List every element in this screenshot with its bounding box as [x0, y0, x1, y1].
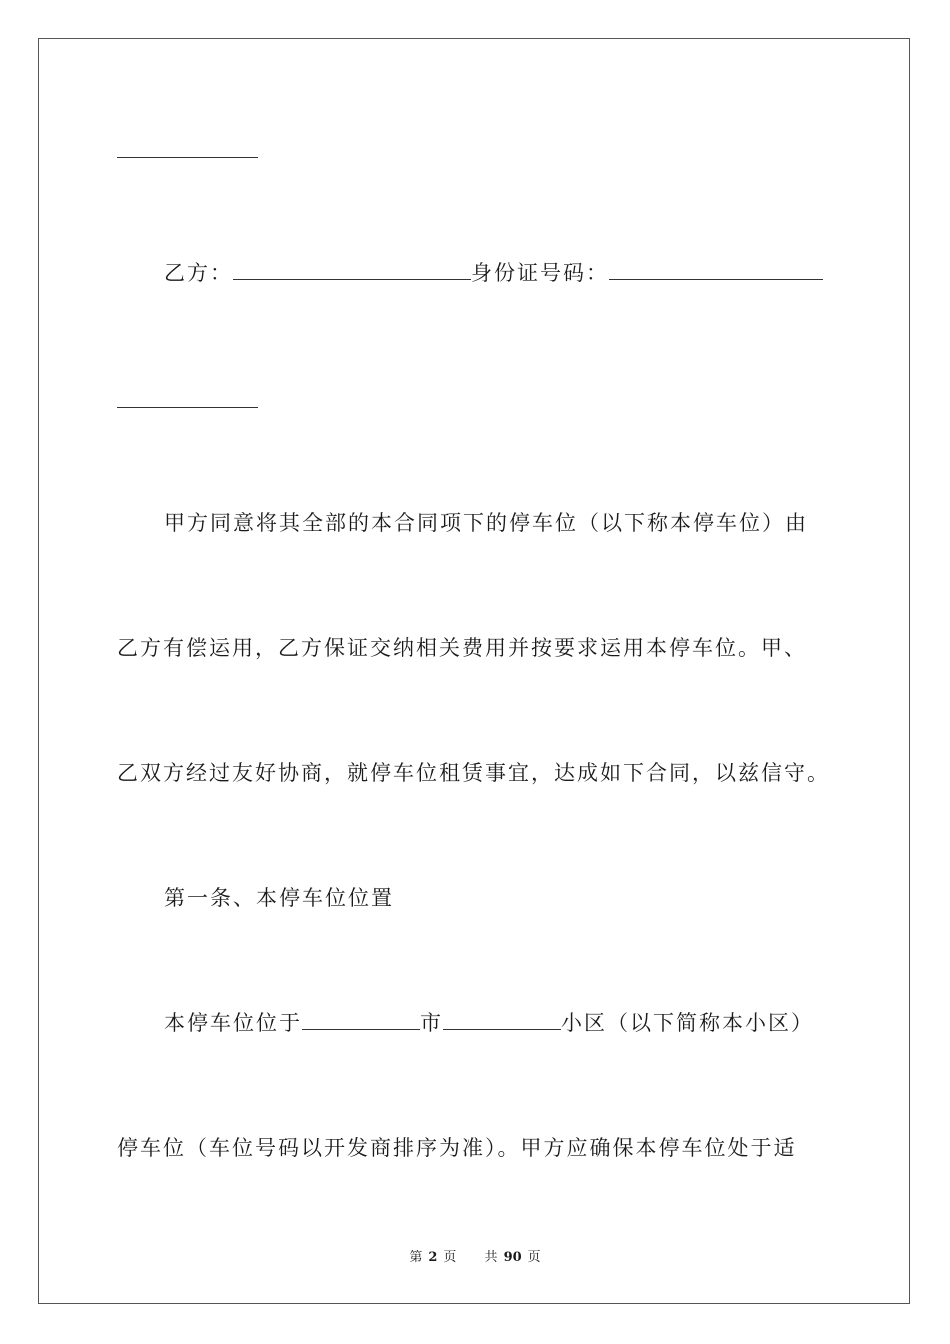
- paragraph1-line1: 甲方同意将其全部的本合同项下的停车位（以下称本停车位）由: [164, 511, 808, 535]
- blank-line-1[interactable]: [117, 157, 258, 158]
- party-b-name-blank[interactable]: [233, 259, 471, 280]
- article1-line1: [164, 1009, 814, 1037]
- page-footer: [0, 1246, 950, 1265]
- page-indicator: 第 2 页: [409, 1250, 457, 1265]
- community-label: 小区（以下简称本小区）: [561, 1011, 814, 1035]
- article1-title: 第一条、本停车位位置: [164, 886, 394, 910]
- party-b-id-label: 身份证号码：: [471, 261, 609, 285]
- city-label: 市: [420, 1011, 443, 1035]
- paragraph1-line2: 乙方有偿运用，乙方保证交纳相关费用并按要求运用本停车位。甲、: [117, 636, 807, 660]
- community-blank[interactable]: [443, 1009, 561, 1030]
- city-blank[interactable]: [302, 1009, 420, 1030]
- location-label: 本停车位位于: [164, 1011, 302, 1035]
- party-b-id-blank[interactable]: [609, 259, 823, 280]
- party-b-line: [164, 259, 823, 287]
- paragraph1-line3: 乙双方经过友好协商，就停车位租赁事宜，达成如下合同，以兹信守。: [117, 761, 830, 785]
- page-border: [38, 38, 910, 1304]
- party-b-label: 乙方：: [164, 261, 233, 285]
- article1-line2: 停车位（车位号码以开发商排序为准）。甲方应确保本停车位处于适: [117, 1136, 797, 1160]
- blank-line-2[interactable]: [117, 407, 258, 408]
- total-pages-indicator: 共 90 页: [484, 1250, 541, 1265]
